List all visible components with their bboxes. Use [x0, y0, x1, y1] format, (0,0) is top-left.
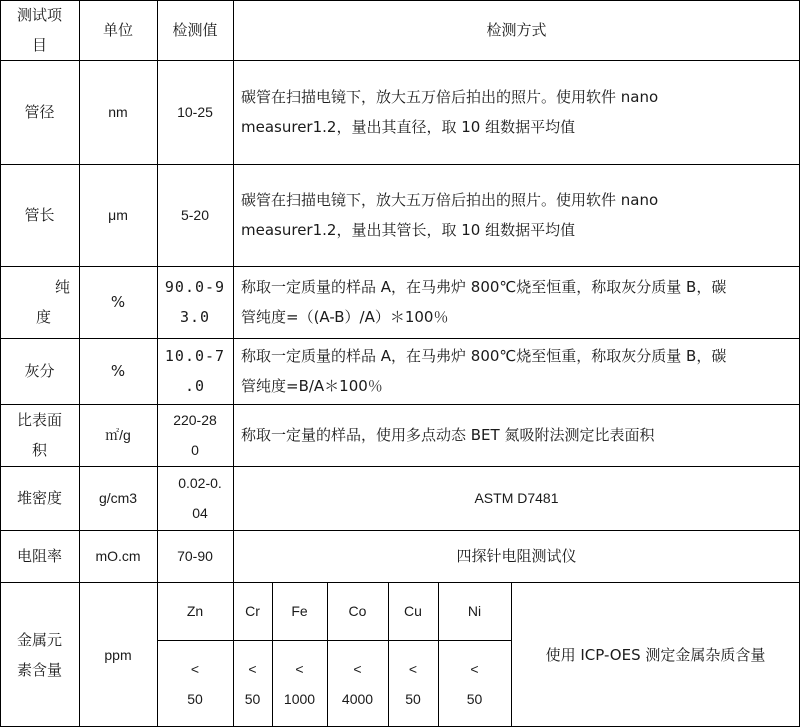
- metal-element-cu: Cu: [404, 603, 422, 619]
- row-method-length: 碳管在扫描电镜下，放大五万倍后拍出的照片。使用软件 nano measurer1.2，量出其管长，取 10 组数据平均值: [241, 191, 659, 239]
- metal-element-co: Co: [348, 603, 367, 619]
- row-method-purity: 称取一定质量的样品 A，在马弗炉 800℃烧至恒重，称取灰分质量 B，碳 管纯度=（(A-B）/A）＊100％: [241, 278, 727, 326]
- row-method-metals: 使用 ICP-OES 测定金属杂质含量: [545, 645, 766, 664]
- row-item-diameter: 管径: [24, 103, 55, 121]
- row-value-length: 5-20: [180, 207, 210, 223]
- row-value-diameter: 10-25: [177, 104, 213, 120]
- header-value: 检测值: [172, 21, 218, 39]
- row-value-resistivity: 70-90: [177, 548, 213, 564]
- header-item: 测试项 目: [16, 6, 62, 54]
- metal-element-cr: Cr: [245, 603, 260, 619]
- row-unit-diameter: nm: [108, 104, 128, 120]
- row-unit-length: μm: [108, 207, 128, 223]
- row-unit-metals: ppm: [104, 646, 132, 663]
- row-method-surface-area: 称取一定量的样品，使用多点动态 BET 氮吸附法测定比表面积: [241, 426, 655, 444]
- row-value-bulk-density: 0.02-0. 04: [178, 475, 222, 521]
- metal-element-fe: Fe: [291, 603, 308, 619]
- row-item-resistivity: 电阻率: [16, 547, 62, 565]
- row-unit-resistivity: mO.cm: [95, 548, 141, 564]
- row-item-surface-area: 比表面 积: [16, 411, 62, 459]
- metal-element-ni: Ni: [467, 603, 482, 619]
- row-method-bulk-density: ASTM D7481: [474, 490, 559, 506]
- metal-limit-ni: < 50: [466, 660, 483, 707]
- row-item-purity: 纯 度: [35, 278, 70, 326]
- metal-limit-cu: < 50: [405, 660, 421, 707]
- row-method-ash: 称取一定质量的样品 A，在马弗炉 800℃烧至恒重，称取灰分质量 B，碳 管纯度=B/A＊100％: [241, 347, 727, 395]
- row-item-length: 管长: [24, 206, 55, 224]
- header-unit: 单位: [102, 21, 133, 39]
- metal-limit-cr: < 50: [244, 660, 261, 707]
- row-item-ash: 灰分: [24, 362, 55, 380]
- row-unit-surface-area: ㎡/g: [105, 427, 131, 443]
- metal-limit-co: < 4000: [341, 660, 374, 707]
- metal-limit-fe: < 1000: [283, 660, 316, 707]
- metal-limit-zn: < 50: [187, 660, 203, 707]
- header-method: 检测方式: [486, 21, 547, 39]
- row-unit-ash: %: [110, 362, 126, 380]
- row-unit-bulk-density: g/cm3: [98, 490, 138, 506]
- row-method-diameter: 碳管在扫描电镜下，放大五万倍后拍出的照片。使用软件 nano measurer1.2，量出其直径，取 10 组数据平均值: [241, 88, 659, 136]
- row-value-purity: 90.0-9 3.0: [164, 278, 226, 326]
- metal-element-zn: Zn: [186, 603, 204, 619]
- row-item-metals: 金属元 素含量: [16, 630, 62, 679]
- row-method-resistivity: 四探针电阻测试仪: [456, 547, 577, 565]
- row-value-ash: 10.0-7 .0: [164, 347, 226, 395]
- row-value-surface-area: 220-28 0: [173, 412, 217, 458]
- row-item-bulk-density: 堆密度: [16, 489, 62, 507]
- row-unit-purity: %: [110, 293, 126, 311]
